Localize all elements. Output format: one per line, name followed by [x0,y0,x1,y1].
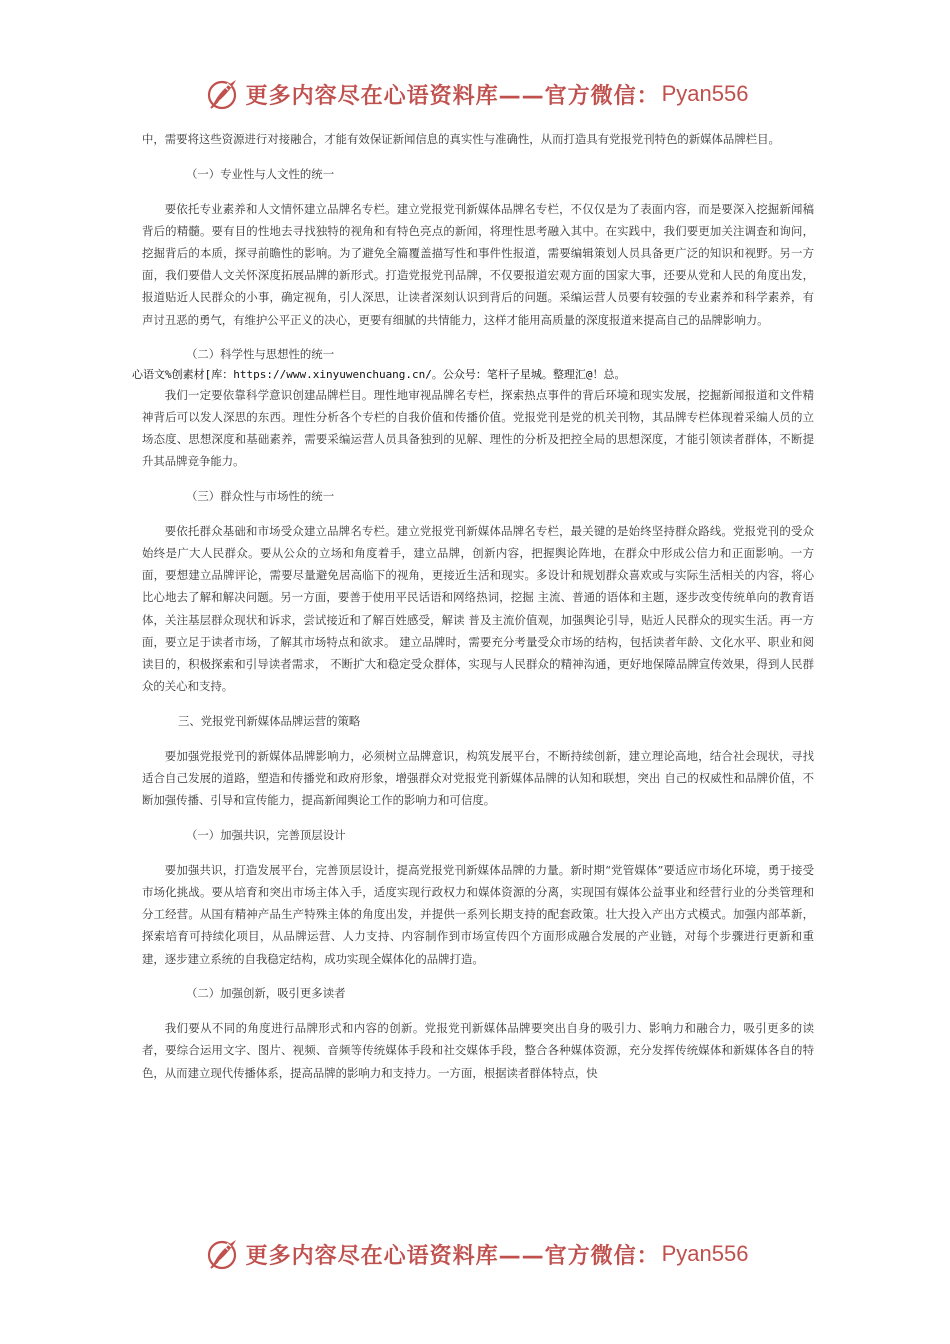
section-heading: （一）专业性与人文性的统一 [186,166,335,181]
feather-pen-logo-icon [202,1234,242,1274]
banner-wechat-id: Pyan556 [661,81,749,106]
section-heading: （二）科学性与思想性的统一 [186,347,335,362]
body-paragraph: 中，需要将这些资源进行对接融合，才能有效保证新闻信息的真实性与准确性，从而打造具有党报党刊特色的新媒体品牌栏目。 [142,132,780,146]
feather-pen-logo-icon [202,74,242,114]
body-paragraph: 我们一定要依靠科学意识创建品牌栏目。理性地审视品牌名专栏，探索热点事件的背后环境和现实发展，挖掘新闻报道和文件精神背后可以发人深思的东西。理性分析各个专栏的自我价值和传播价值。党报党刊是党的机关刊物，其品牌专栏体现着采编人员的立场态度、思想深度和基础素养，需要采编运营人员具备独到的见解、理性的分析及把控全局的思想深度，才能引领读者群体，不断提升其品牌竞争能力。 [142,387,814,469]
body-paragraph: 我们要从不同的角度进行品牌形式和内容的创新。党报党刊新媒体品牌要突出自身的吸引力、影响力和融合力，吸引更多的读者，要综合运用文字、图片、视频、音频等传统媒体手段和社交媒体手段，整合各种媒体资源，充分发挥传统媒体和新媒体各自的特色，从而建立现代传播体系，提高品牌的影响力和支持力。一方面，根据读者群体特点，快 [142,1021,814,1080]
section-heading: （三）群众性与市场性的统一 [186,489,335,504]
body-paragraph: 要依托群众基础和市场受众建立品牌名专栏。建立党报党刊新媒体品牌名专栏，最关键的是始终坚持群众路线。党报党刊的受众始终是广大人民群众。要从公众的立场和角度着手，建立品牌，创新内容，把握舆论阵地，在群众中形成公信力和正面影响。一方面，要想建立品牌评论，需要尽量避免居高临下的视角，更接近生活和现实。多设计和规划群众喜欢或与实际生活相关的内容，将心比心地去了解和解决问题。另一方面，要善于使用平民话语和网络热词，挖掘 主流、普通的语体和主题，逐步改变传统单向的教育语体，关注基层群众现状和诉求，尝试接近和了解百姓感受，解读 普及主流价值观，加强舆论引导，贴近人民群众的现实生活。再一方面，要立足于读者市场，了解其市场特点和欲求。 建立品牌时，需要充分考量受众市场的结构，包括读者年龄、文化水平、职业和阅读目的，积极探索和引导读者需求， 不断扩大和稳定受众群体，实现与人民群众的精神沟通，更好地保障品牌宣传效果，得到人民群众的关心和支持。 [142,523,814,694]
body-paragraph: 要加强党报党刊的新媒体品牌影响力，必须树立品牌意识，构筑发展平台，不断持续创新，建立理论高地，结合社会现状，寻找适合自己发展的道路，塑造和传播党和政府形象，增强群众对党报党刊新媒体品牌的认知和联想，突出 自己的权威性和品牌价值，不断加强传播、引导和宣传能力，提高新闻舆论工作的影响力和可信度。 [142,748,814,808]
watermark-line: 心语文%创素材[库：https://www.xinyuwenchuang.cn/。公众号：笔杆子星城。整理汇@！总。 [132,367,626,381]
body-paragraph: 要加强共识，打造发展平台，完善顶层设计，提高党报党刊新媒体品牌的力量。新时期“党管媒体”要适应市场化环境，勇于接受市场化挑战。要从培育和突出市场主体入手，适度实现行政权力和媒体资源的分离，实现国有媒体公益事业和经营行业的分类管理和分工经营。从国有精神产品生产特殊主体的角度出发，并提供一系列长期支持的配套政策。壮大投入产出方式模式。加强内部革新，探索培育可持续化项目，从品牌运营、人力支持、内容制作到市场宣传四个方面形成融合发展的产业链，对每个步骤进行更新和重建，逐步建立系统的自我稳定结构，成功实现全媒体化的品牌打造。 [142,862,814,966]
body-paragraph: 要依托专业素养和人文情怀建立品牌名专栏。建立党报党刊新媒体品牌名专栏，不仅仅是为了表面内容，而是要深入挖掘新闻稿背后的精髓。要有目的性地去寻找独特的视角和有特色亮点的新闻，将理性思考融入其中。在实践中，我们要更加关注调查和询问，挖掘背后的本质，探寻前瞻性的影响。为了避免全篇覆盖描写性和事件性报道，需要编辑策划人员具备更广泛的知识和视野。另一方面，我们要借人文关怀深度拓展品牌的新形式。打造党报党刊品牌，不仅要报道宏观方面的国家大事，还要从党和人民的角度出发，报道贴近人民群众的小事，确定视角，引人深思，让读者深刻认识到背后的问题。采编运营人员要有较强的专业素养和科学素养，有声讨丑恶的勇气，有维护公平正义的决心，更要有细腻的共情能力，这样才能用高质量的深度报道来提高自己的品牌影响力。 [142,201,814,327]
header-banner [0,72,950,116]
footer-banner [0,1232,950,1276]
chapter-heading: 三、党报党刊新媒体品牌运营的策略 [178,714,361,729]
document-body [132,128,814,1084]
section-heading: （一）加强共识，完善顶层设计 [186,828,346,843]
banner-text: 更多内容尽在心语资料库——官方微信： [245,1243,660,1269]
section-heading: （二）加强创新，吸引更多读者 [186,986,346,1001]
banner-text: 更多内容尽在心语资料库——官方微信： [245,83,660,109]
banner-wechat-id: Pyan556 [661,1241,749,1266]
